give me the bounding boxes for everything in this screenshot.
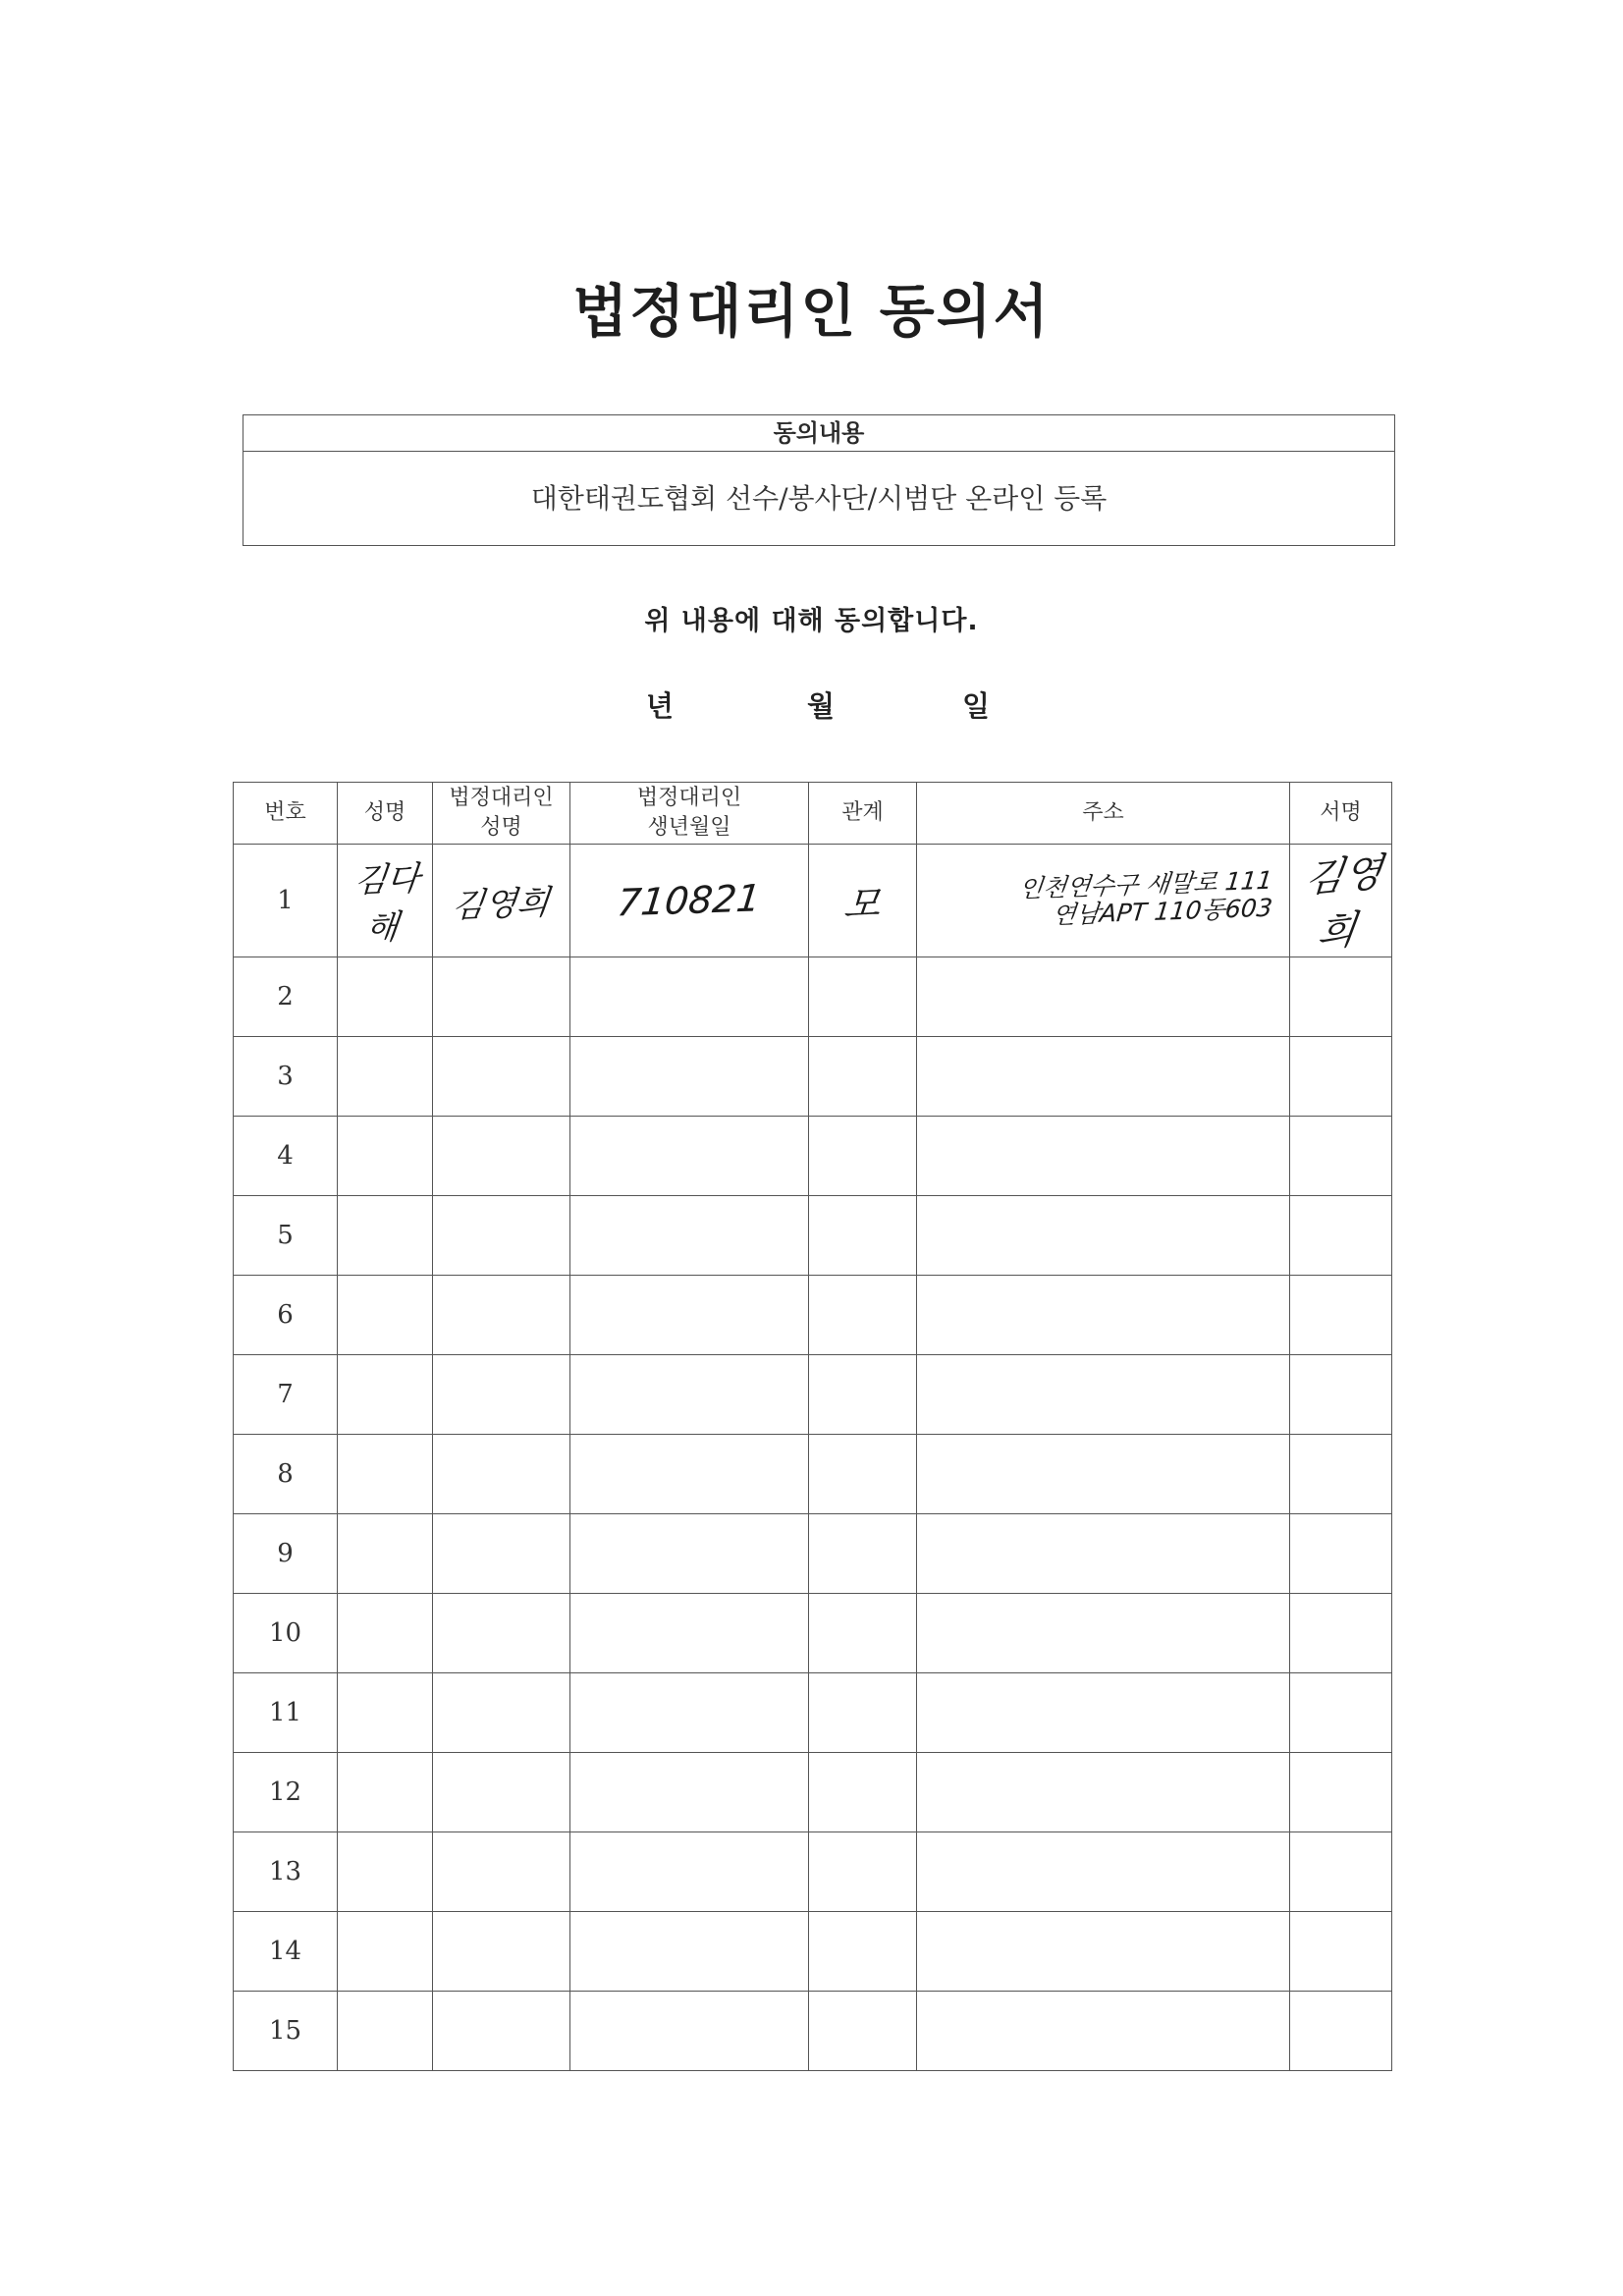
cell-guardian-birth[interactable] [570,1355,809,1435]
cell-number: 7 [234,1355,338,1435]
header-guardian-name: 법정대리인 성명 [433,783,570,845]
cell-guardian-birth[interactable] [570,1435,809,1514]
cell-name[interactable] [338,1912,433,1992]
cell-address[interactable] [917,1673,1290,1753]
cell-signature[interactable] [1290,1355,1392,1435]
cell-signature[interactable] [1290,1594,1392,1673]
table-row [234,1355,1392,1435]
cell-number: 13 [234,1832,338,1912]
cell-name[interactable] [338,845,433,957]
cell-signature[interactable] [1290,1912,1392,1992]
cell-guardian-name[interactable] [433,1992,570,2071]
handwritten-birth: 710821 [615,876,764,925]
cell-address[interactable] [917,1753,1290,1832]
cell-number: 6 [234,1276,338,1355]
cell-address[interactable] [917,1992,1290,2071]
handwritten-address-line1: 인천연수구 새말로 111 [1017,865,1274,903]
cell-guardian-birth[interactable] [570,1037,809,1117]
cell-guardian-name[interactable] [433,1037,570,1117]
cell-number: 12 [234,1753,338,1832]
cell-name[interactable] [338,1435,433,1514]
cell-guardian-birth[interactable] [570,1276,809,1355]
cell-name[interactable] [338,1753,433,1832]
cell-guardian-name[interactable] [433,1355,570,1435]
cell-address[interactable] [917,1196,1290,1276]
cell-address[interactable] [917,1037,1290,1117]
cell-guardian-name[interactable] [433,1196,570,1276]
cell-guardian-name[interactable] [433,1514,570,1594]
cell-guardian-birth[interactable] [570,845,809,957]
table-row [234,1832,1392,1912]
cell-number: 11 [234,1673,338,1753]
table-row [234,1037,1392,1117]
table-row [234,1196,1392,1276]
cell-guardian-birth[interactable] [570,1514,809,1594]
cell-address[interactable] [917,1594,1290,1673]
handwritten-signature: 김영희 [1302,849,1385,957]
header-name: 성명 [338,783,433,845]
cell-guardian-birth[interactable] [570,1196,809,1276]
cell-address[interactable] [917,1117,1290,1196]
handwritten-relation: 모 [841,881,883,927]
header-signature: 서명 [1290,783,1392,845]
consent-content: 대한태권도협회 선수/봉사단/시범단 온라인 등록 [530,482,1108,515]
cell-relation[interactable] [809,1594,917,1673]
table-row [234,1514,1392,1594]
cell-guardian-name[interactable] [433,1832,570,1912]
cell-relation[interactable] [809,1832,917,1912]
cell-signature[interactable] [1290,1435,1392,1514]
header-address: 주소 [917,783,1290,845]
cell-signature[interactable] [1290,1037,1392,1117]
cell-address[interactable] [917,1832,1290,1912]
cell-signature[interactable] [1290,1117,1392,1196]
cell-address[interactable] [917,845,1290,957]
cell-relation[interactable] [809,1514,917,1594]
cell-relation[interactable] [809,1992,917,2071]
cell-guardian-name[interactable] [433,1435,570,1514]
cell-number: 3 [234,1037,338,1117]
cell-relation[interactable] [809,1435,917,1514]
cell-guardian-birth[interactable] [570,1117,809,1196]
cell-signature[interactable] [1290,1992,1392,2071]
table-row [234,1992,1392,2071]
cell-relation[interactable] [809,1753,917,1832]
table-row [234,1594,1392,1673]
cell-guardian-birth[interactable] [570,1992,809,2071]
table-row [234,1276,1392,1355]
cell-name[interactable] [338,1117,433,1196]
cell-guardian-name[interactable] [433,1594,570,1673]
cell-address[interactable] [917,1276,1290,1355]
cell-relation[interactable] [809,1673,917,1753]
cell-number: 1 [234,845,338,957]
table-header-row [234,783,1392,845]
cell-guardian-name[interactable] [433,957,570,1037]
cell-name[interactable] [338,957,433,1037]
cell-guardian-name[interactable] [433,845,570,957]
cell-name[interactable] [338,1276,433,1355]
header-number: 번호 [234,783,338,845]
cell-guardian-birth[interactable] [570,1594,809,1673]
cell-guardian-birth[interactable] [570,1673,809,1753]
cell-number: 5 [234,1196,338,1276]
cell-address[interactable] [917,1355,1290,1435]
cell-guardian-birth[interactable] [570,1753,809,1832]
cell-relation[interactable] [809,845,917,957]
cell-number: 8 [234,1435,338,1514]
cell-address[interactable] [917,957,1290,1037]
consent-header: 동의내용 [243,415,1394,452]
cell-name[interactable] [338,1992,433,2071]
table-row [234,1435,1392,1514]
cell-relation[interactable] [809,1912,917,1992]
cell-name[interactable] [338,1514,433,1594]
cell-name[interactable] [338,1832,433,1912]
cell-guardian-name[interactable] [433,1753,570,1832]
cell-number: 2 [234,957,338,1037]
cell-name[interactable] [338,1196,433,1276]
date-year-label: 년 [646,689,675,723]
table-row [234,845,1392,957]
cell-signature[interactable] [1290,845,1392,957]
guardian-table [233,782,1392,2071]
handwritten-guardian-name: 김영희 [450,882,552,926]
cell-number: 10 [234,1594,338,1673]
cell-number: 9 [234,1514,338,1594]
cell-relation[interactable] [809,1117,917,1196]
cell-signature[interactable] [1290,1673,1392,1753]
table-row [234,957,1392,1037]
table-row [234,1753,1392,1832]
handwritten-name: 김다해 [352,858,422,949]
cell-guardian-name[interactable] [433,1117,570,1196]
cell-signature[interactable] [1290,1832,1392,1912]
cell-relation[interactable] [809,1037,917,1117]
date-month-label: 월 [807,689,836,723]
cell-guardian-name[interactable] [433,1673,570,1753]
header-relation: 관계 [809,783,917,845]
table-row [234,1673,1392,1753]
cell-signature[interactable] [1290,1753,1392,1832]
handwritten-address-line2: 연남APT 110동603 [1051,893,1274,930]
cell-relation[interactable] [809,1276,917,1355]
date-day-label: 일 [962,689,991,723]
cell-address[interactable] [917,1435,1290,1514]
cell-name[interactable] [338,1673,433,1753]
cell-signature[interactable] [1290,1196,1392,1276]
header-guardian-birth: 법정대리인 생년월일 [570,783,809,845]
cell-number: 14 [234,1912,338,1992]
cell-relation[interactable] [809,1196,917,1276]
table-row [234,1117,1392,1196]
cell-address[interactable] [917,1912,1290,1992]
cell-name[interactable] [338,1594,433,1673]
cell-guardian-name[interactable] [433,1912,570,1992]
cell-number: 15 [234,1992,338,2071]
cell-guardian-name[interactable] [433,1276,570,1355]
cell-signature[interactable] [1290,957,1392,1037]
cell-signature[interactable] [1290,1276,1392,1355]
cell-address[interactable] [917,1514,1290,1594]
cell-guardian-birth[interactable] [570,1912,809,1992]
cell-relation[interactable] [809,1355,917,1435]
cell-number: 4 [234,1117,338,1196]
page-title: 법정대리인 동의서 [572,278,1051,345]
cell-guardian-birth[interactable] [570,957,809,1037]
table-row [234,1912,1392,1992]
agreement-statement: 위 내용에 대해 동의합니다. [644,606,979,636]
cell-signature[interactable] [1290,1514,1392,1594]
cell-guardian-birth[interactable] [570,1832,809,1912]
cell-name[interactable] [338,1355,433,1435]
cell-name[interactable] [338,1037,433,1117]
cell-relation[interactable] [809,957,917,1037]
consent-box [243,414,1395,546]
